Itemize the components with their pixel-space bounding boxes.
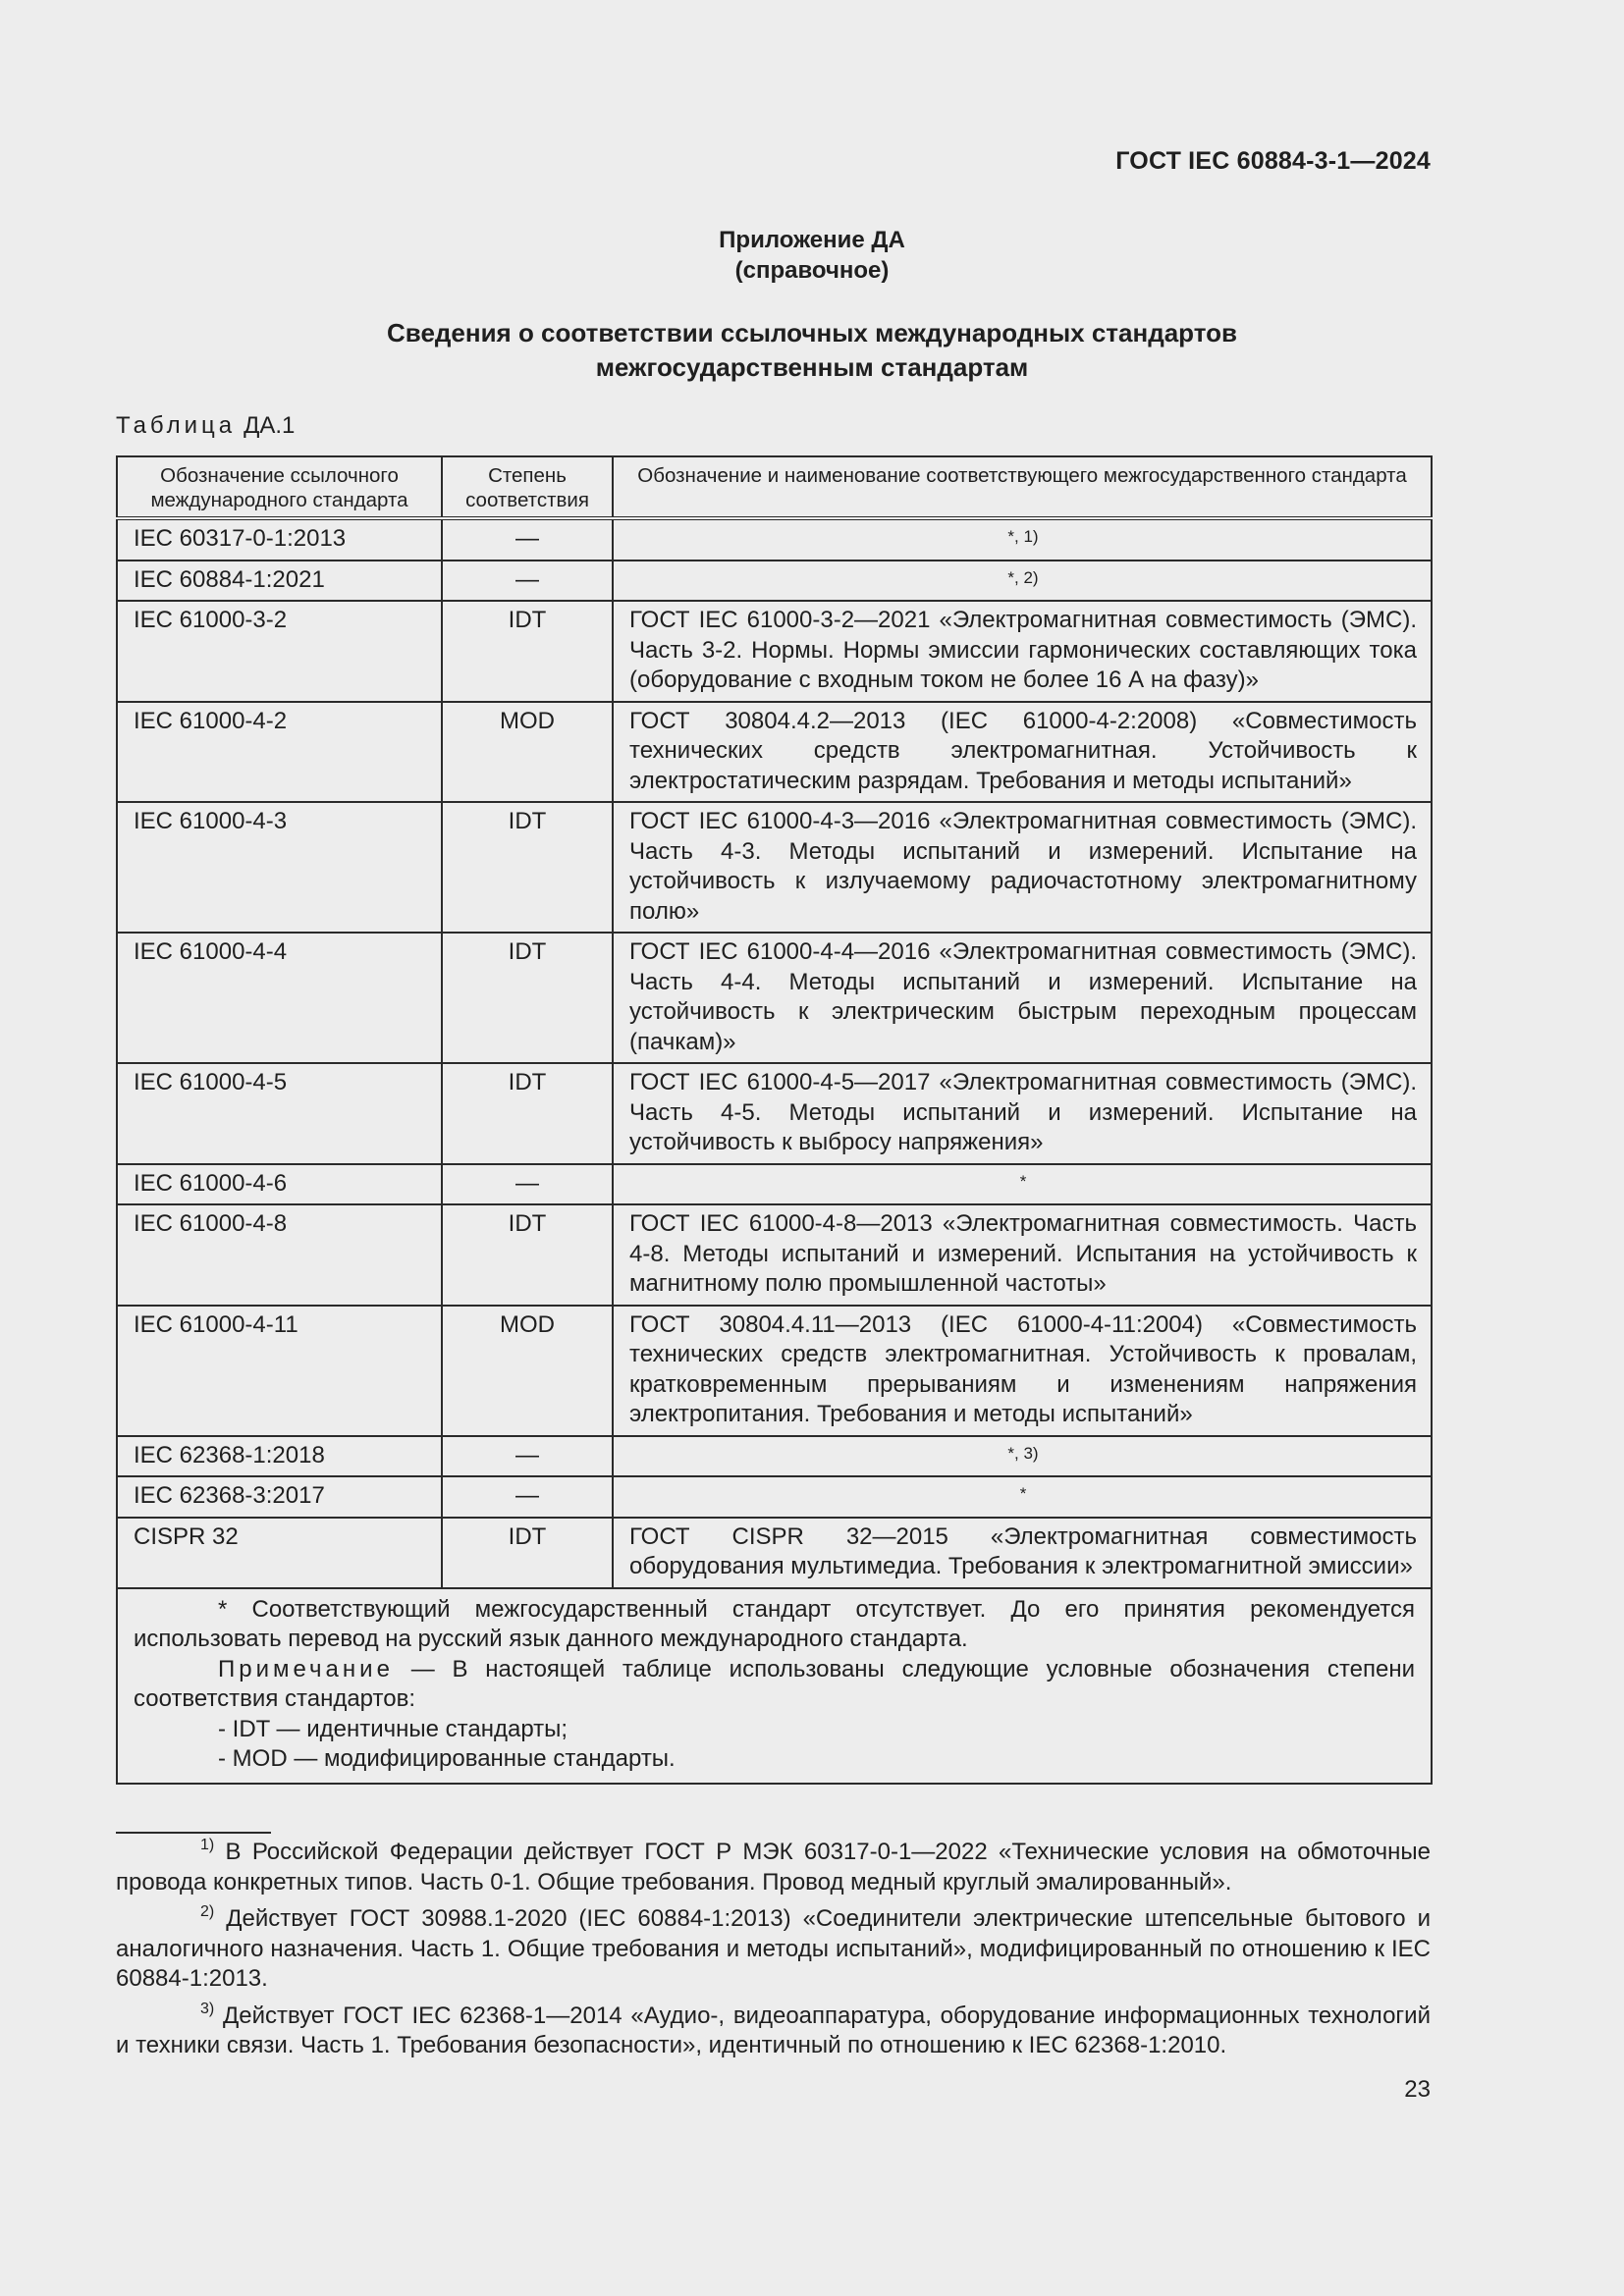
table-header-row bbox=[117, 456, 1432, 518]
footnote-mark: * bbox=[1019, 1484, 1027, 1503]
degree-cell: — bbox=[442, 518, 613, 561]
ref-standard-cell: IEC 61000-4-6 bbox=[117, 1164, 442, 1205]
table-row bbox=[117, 601, 1432, 702]
footnote-mark: * bbox=[1019, 1171, 1027, 1191]
ref-standard-cell: IEC 61000-4-8 bbox=[117, 1204, 442, 1306]
ref-standard-cell: IEC 60884-1:2021 bbox=[117, 561, 442, 602]
ref-standard-cell: CISPR 32 bbox=[117, 1518, 442, 1588]
document-code: ГОСТ IEC 60884-3-1—2024 bbox=[1115, 147, 1431, 175]
table-row bbox=[117, 518, 1432, 561]
footnote-mark: *, 2) bbox=[1007, 567, 1039, 587]
degree-cell: IDT bbox=[442, 601, 613, 702]
footnote-text: Действует ГОСТ 30988.1-2020 (IEC 60884-1:2013) «Соединители электрические штепсельные бытового и аналогичного назначения. Часть 1. Общие требования и методы испытаний», модифицированный по отношению к IEC 60884-1:2013. bbox=[116, 1905, 1431, 1992]
table-row bbox=[117, 1063, 1432, 1164]
note-idt-item: - IDT — идентичные стандарты; bbox=[218, 1715, 568, 1742]
ref-standard-cell: IEC 61000-4-3 bbox=[117, 802, 442, 933]
header-ref-standard: Обозначение ссылочного международного стандарта bbox=[117, 456, 442, 518]
degree-cell: MOD bbox=[442, 702, 613, 803]
ref-standard-cell: IEC 60317-0-1:2013 bbox=[117, 518, 442, 561]
ref-standard-cell: IEC 61000-4-4 bbox=[117, 933, 442, 1063]
footnote-separator bbox=[116, 1832, 271, 1834]
standards-table bbox=[116, 455, 1433, 1785]
note-mod-item: - MOD — модифицированные стандарты. bbox=[218, 1745, 676, 1772]
ref-standard-cell: IEC 61000-4-2 bbox=[117, 702, 442, 803]
footnote-number: 2) bbox=[200, 1903, 215, 1920]
footnote-number: 3) bbox=[200, 2000, 215, 2017]
table-body bbox=[117, 518, 1432, 1588]
note-text: — В настоящей таблице использованы следующие условные обозначения степени соответствия стандартов: bbox=[134, 1655, 1416, 1712]
table-caption bbox=[116, 412, 295, 440]
footnote-number: 1) bbox=[200, 1837, 215, 1853]
table-row bbox=[117, 802, 1432, 933]
table-row bbox=[117, 1518, 1432, 1588]
footnote-text: Действует ГОСТ IEC 62368-1—2014 «Аудио-, видеоаппаратура, оборудование информационных технологий и техники связи. Часть 1. Требования безопасности», идентичный по отношению к IEC 62368-1:2010. bbox=[116, 2002, 1431, 2058]
degree-cell: IDT bbox=[442, 802, 613, 933]
interstate-standard-cell bbox=[613, 518, 1432, 561]
degree-cell: — bbox=[442, 1436, 613, 1477]
interstate-standard-cell: ГОСТ 30804.4.2—2013 (IEC 61000-4-2:2008) «Совместимость технических средств электромагнитная. Устойчивость к электростатическим разрядам. Требования и методы испытаний» bbox=[613, 702, 1432, 803]
interstate-standard-cell bbox=[613, 1476, 1432, 1518]
footnote bbox=[116, 2002, 1431, 2061]
interstate-standard-cell: ГОСТ IEC 61000-4-5—2017 «Электромагнитная совместимость (ЭМС). Часть 4-5. Методы испытаний и измерений. Испытание на устойчивость к выбросу напряжения» bbox=[613, 1063, 1432, 1164]
header-interstate-standard: Обозначение и наименование соответствующего межгосударственного стандарта bbox=[613, 456, 1432, 518]
degree-cell: IDT bbox=[442, 1063, 613, 1164]
interstate-standard-cell: ГОСТ IEC 61000-4-4—2016 «Электромагнитная совместимость (ЭМС). Часть 4-4. Методы испытаний и измерений. Испытание на устойчивость к электрическим быстрым переходным процессам (пачкам)» bbox=[613, 933, 1432, 1063]
header-degree: Степень соответствия bbox=[442, 456, 613, 518]
page-number: 23 bbox=[1404, 2076, 1431, 2103]
table-row bbox=[117, 1436, 1432, 1477]
table-caption-label: Таблица bbox=[116, 412, 237, 439]
ref-standard-cell: IEC 61000-4-11 bbox=[117, 1306, 442, 1436]
interstate-standard-cell bbox=[613, 1164, 1432, 1205]
table-row bbox=[117, 1164, 1432, 1205]
degree-cell: — bbox=[442, 1164, 613, 1205]
ref-standard-cell: IEC 62368-1:2018 bbox=[117, 1436, 442, 1477]
section-heading bbox=[0, 316, 1624, 385]
degree-cell: IDT bbox=[442, 933, 613, 1063]
degree-cell: — bbox=[442, 1476, 613, 1518]
footnote-mark: *, 3) bbox=[1007, 1443, 1039, 1463]
footnote-text: В Российской Федерации действует ГОСТ Р МЭК 60317-0-1—2022 «Технические условия на обмоточные провода конкретных типов. Часть 0-1. Общие требования. Провод медный круглый эмалированный». bbox=[116, 1839, 1431, 1896]
appendix-title: Приложение ДА bbox=[719, 227, 905, 253]
note-paragraph bbox=[134, 1655, 1415, 1715]
table-row bbox=[117, 1204, 1432, 1306]
table-caption-number: ДА.1 bbox=[244, 412, 296, 439]
table-row bbox=[117, 702, 1432, 803]
degree-cell: — bbox=[442, 561, 613, 602]
interstate-standard-cell: ГОСТ IEC 61000-3-2—2021 «Электромагнитная совместимость (ЭМС). Часть 3-2. Нормы. Нормы эмиссии гармонических составляющих тока (оборудование с входным током не более 16 А на фазу)» bbox=[613, 601, 1432, 702]
appendix-title-block bbox=[0, 225, 1624, 286]
table-row bbox=[117, 1476, 1432, 1518]
interstate-standard-cell: ГОСТ IEC 61000-4-8—2013 «Электромагнитная совместимость. Часть 4-8. Методы испытаний и измерений. Испытания на устойчивость к магнитному полю промышленной частоты» bbox=[613, 1204, 1432, 1306]
ref-standard-cell: IEC 61000-4-5 bbox=[117, 1063, 442, 1164]
asterisk-note: * Соответствующий межгосударственный стандарт отсутствует. До его принятия рекомендуется использовать перевод на русский язык данного международного стандарта. bbox=[134, 1595, 1415, 1652]
note-label: Примечание bbox=[218, 1655, 394, 1682]
interstate-standard-cell: ГОСТ CISPR 32—2015 «Электромагнитная совместимость оборудования мультимедиа. Требования к электромагнитной эмиссии» bbox=[613, 1518, 1432, 1588]
footnote bbox=[116, 1838, 1431, 1897]
table-notes-row bbox=[117, 1588, 1432, 1784]
footnote-mark: *, 1) bbox=[1007, 527, 1039, 546]
ref-standard-cell: IEC 61000-3-2 bbox=[117, 601, 442, 702]
ref-standard-cell: IEC 62368-3:2017 bbox=[117, 1476, 442, 1518]
section-heading-line2: межгосударственным стандартам bbox=[595, 352, 1029, 382]
interstate-standard-cell bbox=[613, 1436, 1432, 1477]
interstate-standard-cell bbox=[613, 561, 1432, 602]
section-heading-line1: Сведения о соответствии ссылочных международных стандартов bbox=[387, 318, 1237, 347]
table-row bbox=[117, 561, 1432, 602]
table-row bbox=[117, 1306, 1432, 1436]
footnote bbox=[116, 1904, 1431, 1995]
appendix-subtitle: (справочное) bbox=[734, 257, 890, 284]
table-notes bbox=[117, 1588, 1432, 1784]
degree-cell: MOD bbox=[442, 1306, 613, 1436]
table-row bbox=[117, 933, 1432, 1063]
degree-cell: IDT bbox=[442, 1518, 613, 1588]
interstate-standard-cell: ГОСТ 30804.4.11—2013 (IEC 61000-4-11:2004) «Совместимость технических средств электромагнитная. Устойчивость к провалам, кратковременным прерываниям и изменениям напряжения электропитания. Требования и методы испытаний» bbox=[613, 1306, 1432, 1436]
interstate-standard-cell: ГОСТ IEC 61000-4-3—2016 «Электромагнитная совместимость (ЭМС). Часть 4-3. Методы испытаний и измерений. Испытание на устойчивость к излучаемому радиочастотному электромагнитному полю» bbox=[613, 802, 1432, 933]
footnotes bbox=[116, 1838, 1431, 2068]
degree-cell: IDT bbox=[442, 1204, 613, 1306]
